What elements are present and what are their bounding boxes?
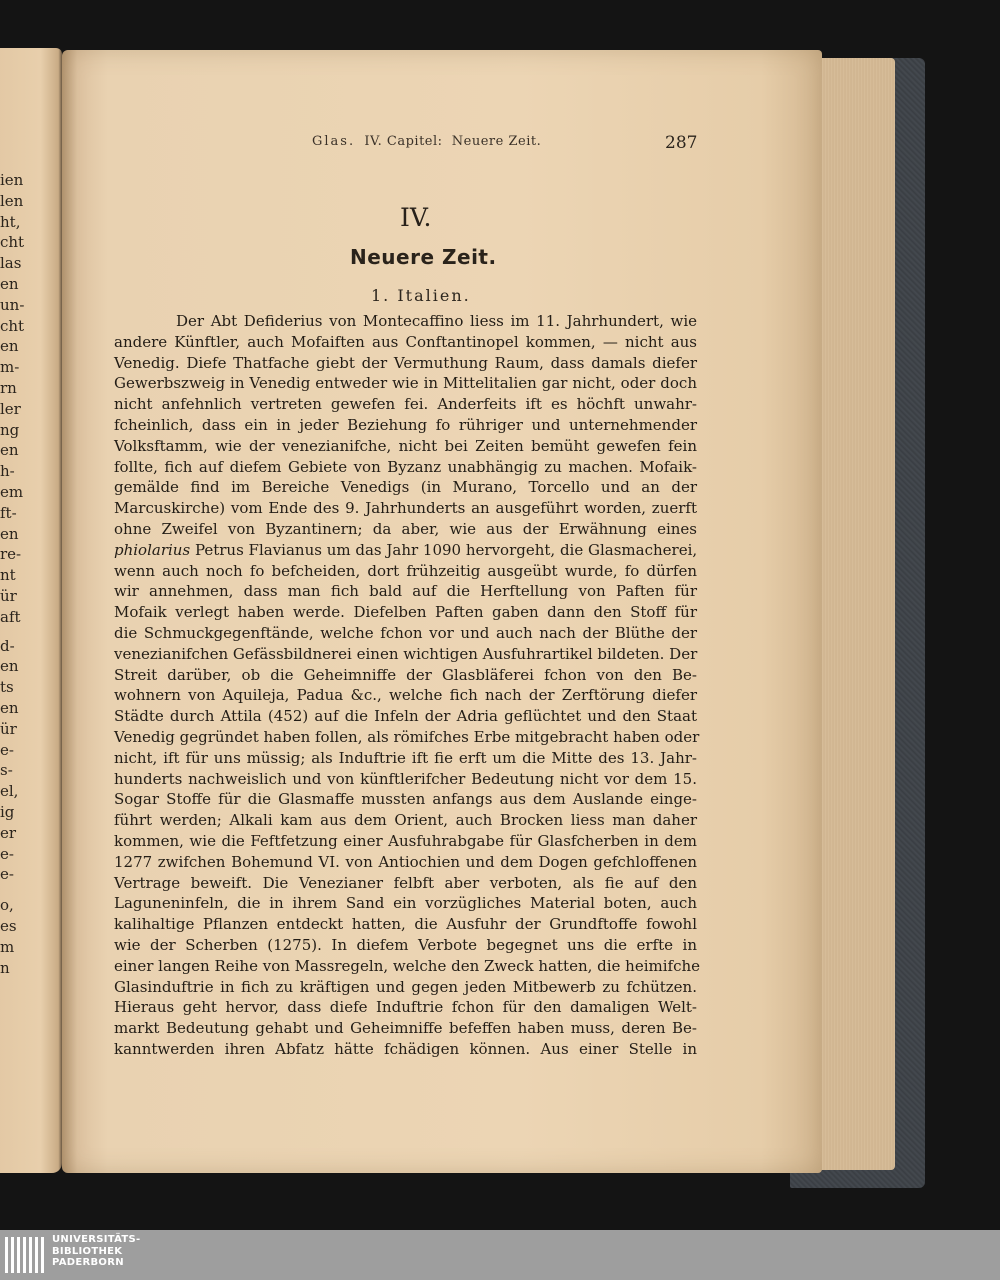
left-page-fragment: ür — [0, 587, 17, 605]
body-line: markt Bedeutung gehabt und Geheimniffe befeffen haben muss, deren Be- — [114, 1019, 697, 1038]
left-page-fragment: en — [0, 337, 19, 356]
body-line: wenn auch noch fo befcheiden, dort frühzeitig ausgeübt wurde, fo dürfen — [114, 561, 697, 580]
page-number: 287 — [665, 133, 698, 153]
left-page-fragment: ür — [0, 719, 17, 738]
left-page-fragment: d- — [0, 636, 15, 655]
left-page-fragment: e- — [0, 865, 14, 884]
body-line: kommen, wie die Feftfetzung einer Ausfuhrabgabe für Glasfcherben in dem — [114, 831, 697, 850]
body-line: nicht, ift für uns müssig; als Induftrie ift fie erft um die Mitte des 13. Jahr- — [114, 748, 697, 767]
left-page-fragment: nt — [0, 566, 16, 585]
left-page-fragment: en — [0, 657, 19, 676]
body-line: andere Künftler, auch Mofaiften aus Conftantinopel kommen, — nicht aus — [114, 332, 697, 351]
left-page-edge — [0, 48, 62, 1173]
left-page-fragment: o, — [0, 896, 14, 915]
body-line: wohnern von Aquileja, Padua &c., welche fich nach der Zerftörung diefer — [114, 686, 697, 705]
left-page-fragment: er — [0, 823, 17, 842]
left-page-fragment: ng — [0, 420, 20, 439]
left-page-fragment: s- — [0, 761, 13, 780]
left-page-fragment: aft — [0, 607, 21, 626]
body-line: phiolarius Petrus Flavianus um das Jahr 1090 hervorgeht, die Glasmacherei, — [114, 540, 698, 559]
left-page-fragment: m- — [0, 358, 20, 377]
logo-line-1: UNIVERSITÄTS- — [52, 1234, 141, 1245]
body-line: Glasinduftrie in fich zu kräftigen und gegen jeden Mitbewerb zu fchützen. — [114, 977, 697, 996]
body-line: fcheinlich, dass ein in jeder Beziehung fo rühriger und unternehmender — [114, 415, 697, 434]
body-text — [114, 311, 701, 1060]
body-line: nicht anfehnlich vertreten gewefen fei. Anderfeits ift es höchft unwahr- — [114, 395, 697, 414]
library-logo-icon — [2, 1233, 46, 1277]
left-page-fragment: len — [0, 191, 24, 210]
left-page-fragment: rn — [0, 379, 17, 397]
left-page-fragment: en — [0, 524, 19, 543]
running-head-topic: Neuere Zeit. — [451, 134, 542, 149]
body-line: Gewerbszweig in Venedig entweder wie in Mittelitalien gar nicht, oder doch — [114, 374, 697, 393]
section-title: 1. Italien. — [371, 286, 471, 305]
body-line: Städte durch Attila (452) auf die Infeln der Adria geflüchtet und den Staat — [114, 707, 697, 726]
body-line: kanntwerden ihren Abfatz hätte fchädigen können. Aus einer Stelle in — [114, 1039, 697, 1058]
body-line: Streit darüber, ob die Geheimniffe der Glasbläferei fchon von den Be- — [114, 665, 697, 684]
body-line: kalihaltige Pflanzen entdeckt hatten, die Ausfuhr der Grundftoffe fowohl — [114, 915, 697, 934]
left-page-fragment: las — [0, 254, 22, 273]
body-line: ohne Zweifel von Byzantinern; da aber, wie aus der Erwähnung eines — [114, 519, 697, 538]
left-page-fragment: re- — [0, 545, 22, 564]
logo-line-2: BIBLIOTHEK — [52, 1245, 123, 1257]
left-page-fragment: e- — [0, 740, 14, 759]
body-line: Volksftamm, wie der venezianifche, nicht bei Zeiten bemüht gewefen fein — [114, 436, 697, 455]
left-page-fragment: ft- — [0, 503, 17, 522]
body-line: 1277 zwifchen Bohemund VI. von Antiochien und dem Dogen gefchloffenen — [114, 852, 697, 871]
left-page-fragment: ler — [0, 399, 21, 418]
left-page-fragment: ts — [0, 678, 14, 697]
left-page-fragment: cht — [0, 316, 25, 335]
body-line: einer langen Reihe von Massregeln, welche den Zweck hatten, die heimifche — [114, 956, 701, 975]
body-line: venezianifchen Gefässbildnerei einen wichtigen Ausfuhrartikel bildeten. Der — [114, 644, 698, 663]
chapter-number: IV. — [400, 203, 432, 232]
left-page-fragment: e- — [0, 844, 14, 863]
left-page-fragment: em — [0, 483, 24, 501]
left-page-fragment: en — [0, 275, 19, 293]
body-line: Sogar Stoffe für die Glasmaffe mussten anfangs aus dem Auslande einge- — [114, 790, 697, 809]
body-line: Vertrage beweift. Die Venezianer felbft aber verboten, als fie auf den — [114, 873, 697, 892]
left-page-fragment: en — [0, 699, 19, 717]
italic-term: phiolarius — [114, 540, 191, 559]
left-page-fragment: m — [0, 937, 15, 956]
left-page-fragment: el, — [0, 782, 19, 801]
body-line: Venedig. Diefe Thatfache giebt der Vermuthung Raum, dass damals diefer — [114, 353, 697, 372]
body-line: Laguneninfeln, die in ihrem Sand ein vorzügliches Material boten, auch — [114, 894, 697, 913]
body-line: follte, fich auf diefem Gebiete von Byzanz unabhängig zu machen. Mofaik- — [114, 457, 697, 476]
body-line: Venedig gegründet haben follen, als römifches Erbe mitgebracht haben oder — [114, 727, 700, 746]
book-page — [62, 50, 822, 1173]
body-line: die Schmuckgegenftände, welche fchon vor und auch nach der Blüthe der — [114, 623, 697, 642]
left-page-fragment: n — [0, 958, 10, 977]
body-line: Hieraus geht hervor, dass diefe Induftrie fchon für den damaligen Welt- — [114, 998, 697, 1017]
running-head-book: Glas. — [312, 134, 356, 149]
running-head-chapter: IV. Capitel: — [364, 134, 443, 149]
left-page-fragment: ig — [0, 803, 15, 821]
body-line: wir annehmen, dass man fich bald auf die Herftellung von Paften für — [114, 582, 697, 601]
left-page-fragment: un- — [0, 295, 25, 314]
body-line: hunderts nachweislich und von künftlerifcher Bedeutung nicht vor dem 15. — [114, 769, 697, 788]
logo-line-3: PADERBORN — [52, 1257, 124, 1268]
running-head — [312, 134, 541, 149]
left-page-fragment: ien — [0, 171, 24, 189]
left-page-fragment: en — [0, 441, 19, 460]
body-line: Marcuskirche) vom Ende des 9. Jahrhunderts an ausgeführt worden, zuerft — [114, 499, 697, 518]
left-page-fragment: h- — [0, 462, 15, 481]
body-line: Der Abt Defiderius von Montecaffino liess im 11. Jahrhundert, wie — [176, 312, 697, 330]
body-line: führt werden; Alkali kam aus dem Orient, auch Brocken liess man daher — [114, 811, 697, 830]
left-page-fragment: cht — [0, 233, 25, 252]
body-line: wie der Scherben (1275). In diefem Verbote begegnet uns die erfte in — [114, 935, 697, 954]
left-page-fragment: ht, — [0, 212, 21, 231]
footer-bar — [0, 1230, 1000, 1280]
chapter-title: Neuere Zeit. — [350, 245, 497, 269]
library-logo-text — [52, 1234, 141, 1269]
body-line: Mofaik verlegt haben werde. Diefelben Paften gaben dann den Stoff für — [114, 603, 697, 622]
left-page-fragment: es — [0, 917, 17, 935]
body-line: gemälde find im Bereiche Venedigs (in Murano, Torcello und an der — [114, 478, 697, 497]
